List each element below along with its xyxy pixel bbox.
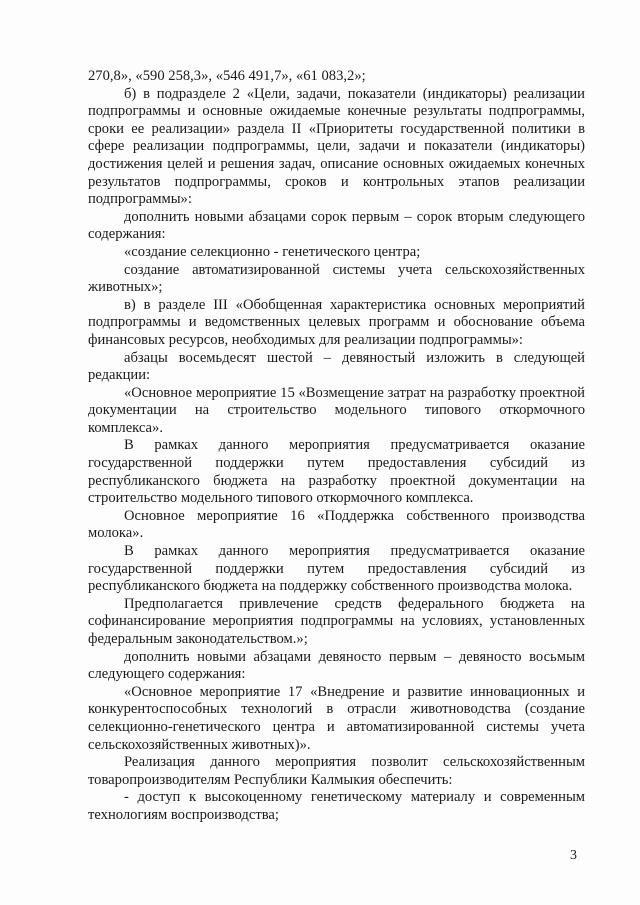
- paragraph-implementation: Реализация данного мероприятия позволит сельскохозяйственным товаропроизводителям Республики Калмыкия обеспечить:: [88, 754, 585, 788]
- paragraph-federal-funding: Предполагается привлечение средств федерального бюджета на софинансирование мероприятия подпрограммы на условиях, установленных федеральным законодательством.»;: [88, 595, 585, 647]
- paragraph-measure-16: Основное мероприятие 16 «Поддержка собственного производства молока».: [88, 507, 585, 542]
- paragraph-add-91-98: дополнить новыми абзацами девяносто первым – девяносто восьмым следующего содержания:: [88, 648, 585, 683]
- paragraph-continuation: 270,8», «590 258,3», «546 491,7», «61 083,2»;: [88, 68, 366, 84]
- paragraph-selection-center: «создание селекционно - генетического центра;: [124, 243, 421, 260]
- paragraph-measure-15-details: В рамках данного мероприятия предусматривается оказание государственной поддержки путем предоставления субсидий из республиканского бюджета на разработку проектной документации на строительство модельного типового откормочного комплекса.: [88, 437, 585, 507]
- paragraph-revision: абзацы восемьдесят шестой – девяностый изложить в следующей редакции:: [88, 349, 585, 384]
- paragraph-accounting-system: создание автоматизированной системы учета сельскохозяйственных животных»;: [88, 261, 585, 296]
- paragraph-genetic-access: - доступ к высокоценному генетическому материалу и современным технологиям воспроизводства;: [88, 789, 585, 823]
- paragraph-measure-15: «Основное мероприятие 15 «Возмещение затрат на разработку проектной документации на строительство модельного типового откормочного комплекса».: [88, 384, 585, 436]
- document-body: [88, 68, 585, 825]
- paragraph-item-b: б) в подразделе 2 «Цели, задачи, показатели (индикаторы) реализации подпрограммы и основные ожидаемые конечные результаты подпрограммы, сроки ее реализации» раздела II «Приоритеты государственной политики в сфере реализации подпрограммы, цели, задачи и показатели (индикаторы) достижения целей и решения задач, описание основных ожидаемых конечных результатов подпрограммы, сроков и контрольных этапов реализации подпрограммы»:: [88, 85, 585, 208]
- paragraph-measure-16-details: В рамках данного мероприятия предусматривается оказание государственной поддержки путем предоставления субсидий из республиканского бюджета на поддержку собственного производства молока.: [88, 543, 585, 595]
- page-number: 3: [570, 848, 577, 863]
- paragraph-measure-17: «Основное мероприятие 17 «Внедрение и развитие инновационных и конкурентоспособных технологий в отрасли животноводства (создание селекционно-генетического центра и автоматизированной системы учета сельскохозяйственных животных)».: [88, 683, 585, 753]
- paragraph-add-41-42: дополнить новыми абзацами сорок первым – сорок вторым следующего содержания:: [88, 208, 585, 243]
- paragraph-item-v: в) в разделе III «Обобщенная характеристика основных мероприятий подпрограммы и ведомственных целевых программ и обоснование объема финансовых ресурсов, необходимых для реализации подпрограммы»:: [88, 296, 585, 348]
